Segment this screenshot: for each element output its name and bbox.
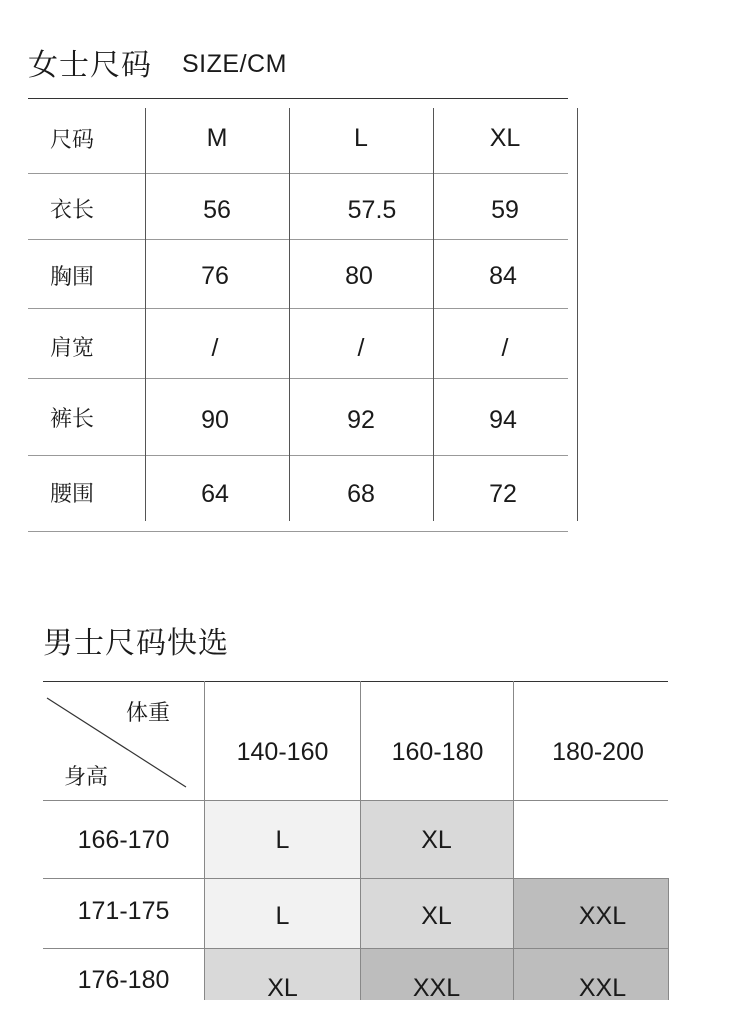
row-divider xyxy=(43,878,668,879)
size-cell: L xyxy=(275,825,290,854)
column-divider xyxy=(577,108,578,521)
corner-height-label: 身高 xyxy=(64,764,109,790)
women-size-title: 女士尺码 xyxy=(28,48,152,83)
table-cell: 90 xyxy=(201,405,229,434)
size-cell: XXL xyxy=(412,973,461,1002)
row-label-waist: 腰围 xyxy=(50,481,95,507)
size-header-xl: XL xyxy=(489,123,521,152)
table-cell: 92 xyxy=(347,405,375,434)
table-bottom-border xyxy=(28,531,568,532)
row-divider xyxy=(28,378,568,379)
size-cell: XL xyxy=(421,825,452,854)
table-top-border xyxy=(28,98,568,99)
table-cell: 84 xyxy=(489,261,517,290)
size-cell: L xyxy=(275,901,290,930)
column-divider xyxy=(145,108,146,521)
column-divider xyxy=(289,108,290,521)
weight-header: 180-200 xyxy=(552,737,644,766)
size-cell xyxy=(513,810,668,870)
weight-header: 140-160 xyxy=(236,737,329,766)
corner-weight-label: 体重 xyxy=(126,700,171,726)
men-size-title: 男士尺码快选 xyxy=(43,626,229,661)
women-size-unit: SIZE/CM xyxy=(182,50,287,78)
size-cell: XXL xyxy=(578,901,627,930)
size-cell: XXL xyxy=(578,973,627,1002)
column-divider xyxy=(433,108,434,521)
row-divider xyxy=(43,800,668,801)
table-cell: 57.5 xyxy=(347,195,397,224)
height-label: 166-170 xyxy=(77,825,170,854)
row-divider xyxy=(28,173,568,174)
table-cell: 76 xyxy=(201,261,229,290)
height-label: 171-175 xyxy=(77,896,170,925)
table-cell: 80 xyxy=(345,261,373,290)
table-cell: / xyxy=(211,333,219,362)
table-cell: 59 xyxy=(491,195,519,224)
table-cell: / xyxy=(357,333,365,362)
table-cell: 64 xyxy=(201,479,229,508)
table-cell: 72 xyxy=(489,479,517,508)
table-cell: 56 xyxy=(203,195,231,224)
size-cell: XL xyxy=(421,901,452,930)
table-cell: 94 xyxy=(489,405,517,434)
size-header-m: M xyxy=(206,123,228,152)
row-divider xyxy=(43,948,668,949)
row-divider xyxy=(28,308,568,309)
size-header-l: L xyxy=(354,123,368,152)
size-cell: XL xyxy=(267,973,298,1002)
header-size-label: 尺码 xyxy=(50,127,95,153)
row-label-length: 衣长 xyxy=(50,197,95,223)
row-label-pants-length: 裤长 xyxy=(50,406,95,432)
height-label: 176-180 xyxy=(77,965,170,994)
table-cell: / xyxy=(501,333,509,362)
table-cell: 68 xyxy=(347,479,375,508)
row-divider xyxy=(28,455,568,456)
row-label-shoulder: 肩宽 xyxy=(50,335,95,361)
row-label-chest: 胸围 xyxy=(50,264,95,290)
weight-header: 160-180 xyxy=(391,737,484,766)
